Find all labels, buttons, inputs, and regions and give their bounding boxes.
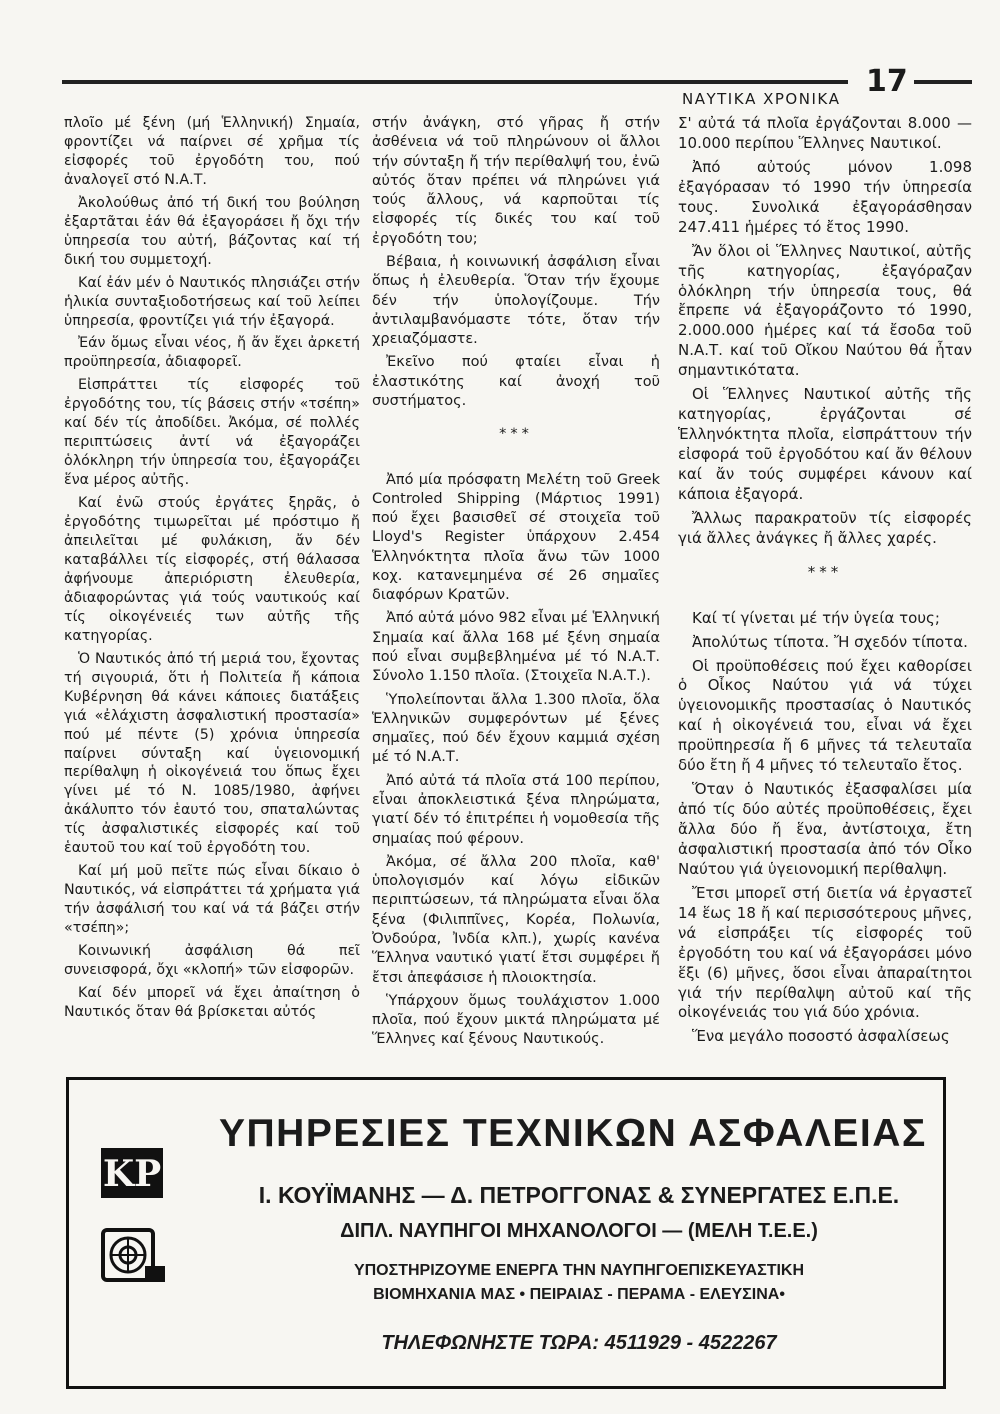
paragraph: Οἱ Ἕλληνες Ναυτικοί αὐτῆς τῆς κατηγορίας, ἐργάζονται σέ Ἑλληνόκτητα πλοῖα, εἰσπράττουν τήν εἰσφορά τοῦ ἐργοδότου καί ἄν θέλουν καί ἄν τούς συμφέρει κάνουν καί κάποια ἐξαγορά. (678, 385, 972, 503)
paragraph: Ἐκεῖνο πού φταίει εἶναι ἡ ἐλαστικότης καί ἀνοχή τοῦ συστήματος. (372, 354, 660, 409)
paragraph: Ἄν ὅλοι οἱ Ἕλληνες Ναυτικοί, αὐτῆς τῆς κατηγορίας, ἐξαγόραζαν ὁλόκληρη τήν ὑπηρεσία τους, θά ἔπρεπε νά ἐξαγοράζοντο τό 1990, 2.000.000 ἡμέρες καί τά ἔσοδα τοῦ Ν.Α.Τ. καί τοῦ Οἴκου Ναύτου θά ἦταν σημαντικότατα. (678, 241, 972, 380)
header-rule-left (62, 80, 848, 84)
paragraph: Καί ἐάν μέν ὁ Ναυτικός πλησιάζει στήν ἡλικία συνταξιοδοτήσεως καί τοῦ λείπει ὑπηρεσία, φροντίζει γιά τήν ἐξαγορά. (64, 274, 360, 329)
paragraph: Ἀκολούθως ἀπό τή δική του βούληση ἐξαρτᾶται ἐάν θά ἐξαγοράσει ἤ ὄχι τήν ὑπηρεσία του αὐτή, βάζοντας καί τή δική του συμμετοχή. (64, 194, 360, 268)
paragraph: Ἀπό μία πρόσφατη Μελέτη τοῦ Greek Controled Shipping (Μάρτιος 1991) πού ἔχει βασισθεῖ σέ στοιχεῖα τοῦ Lloyd's Register ὑπάρχουν 2.454 Ἑλληνόκτητα πλοῖα ἄνω τῶν 1000 κοχ. κατανεμημένα σέ 26 σημαῖες διαφόρων Κρατῶν. (372, 471, 660, 604)
paragraph: Καί μή μοῦ πεῖτε πώς εἶναι δίκαιο ὁ Ναυτικός, νά εἰσπράττει τά χρήματα γιά τήν ἀσφάλισή του καί νά τά βάζει στήν «τσέπη»; (64, 863, 360, 937)
page-number: 17 (866, 64, 908, 99)
paragraph: Ἀκόμα, σέ ἄλλα 200 πλοῖα, καθ' ὑπολογισμόν καί λόγω εἰδικῶν περιπτώσεων, τά πληρώματα εἶναι ὅλα ξένα (Φιλιππῖνες, Κορέα, Πολωνία, Ὀνδούρα, Ἰνδία κλπ.), χωρίς κανένα Ἕλληνα ναυτικό γιατί ἔτσι συμφέρει ἤ ἔτσι ἀπεφάσισε ἡ πλοιοκτησία. (372, 853, 660, 986)
running-title: ΝΑΥΤΙΚΑ ΧΡΟΝΙΚΑ (682, 90, 841, 108)
logo-text: KP (102, 1153, 162, 1195)
header-rule-right (914, 80, 972, 84)
text-column-3 (678, 114, 972, 1051)
paragraph: Ὅταν ὁ Ναυτικός ἐξασφαλίσει μία ἀπό τίς δύο αὐτές προϋποθέσεις, ἔχει ἄλλα δύο ἤ ἕνα, ἀντίστοιχα, ἔτη ἀσφαλιστική προστασία ἀπό τόν Οἶκο Ναύτου γιά ὑγειονομική περίθαλψη. (678, 780, 972, 878)
section-separator: *** (499, 426, 533, 443)
paragraph: Εἰσπράττει τίς εἰσφορές τοῦ ἐργοδότης του, τίς βάσεις στήν «τσέπη» καί δέν τίς ἀποδίδει. Ἀκόμα, σέ πολλές περιπτώσεις ἀντί νά ἐξαγοράζει ὁλόκληρη τήν ὑπηρεσία του, ἐξαγοράζει ἕνα μέρος αὐτῆς. (64, 377, 360, 489)
paragraph: Ὑπολείπονται ἄλλα 1.300 πλοῖα, ὅλα Ἑλληνικῶν συμφερόντων μέ ξένες σημαῖες, πού δέν ἔχουν καμμιά σχέση μέ τό Ν.Α.Τ. (372, 691, 660, 766)
paragraph: Ἀπό αὐτά μόνο 982 εἶναι μέ Ἑλληνική Σημαία καί ἄλλα 168 μέ ξένη σημαία πού εἶναι συμβεβλημένα μέ τό Ν.Α.Τ. Σύνολο 1.150 πλοῖα. (Στοιχεῖα Ν.Α.Τ.). (372, 610, 660, 685)
paragraph: Κοινωνική ἀσφάλιση θά πεῖ συνεισφορά, ὄχι «κλοπή» τῶν εἰσφορῶν. (64, 943, 360, 978)
text-column-1 (64, 114, 360, 1026)
section-separator: *** (807, 562, 843, 581)
paragraph: Καί τί γίνεται μέ τήν ὑγεία τους; (692, 608, 940, 627)
advert-phone: ΤΗΛΕΦΩΝΗΣΤΕ ΤΩΡΑ: 4511929 - 4522267 (381, 1332, 777, 1354)
paragraph: Ὑπάρχουν ὅμως τουλάχιστον 1.000 πλοῖα, πού ἔχουν μικτά πληρώματα μέ Ἕλληνες καί ξένους Ναυτικούς. (372, 992, 660, 1048)
company-logo (97, 1138, 167, 1308)
paragraph: Καί δέν μπορεῖ νά ἔχει ἀπαίτηση ὁ Ναυτικός ὅταν θά βρίσκεται αὐτός (64, 984, 360, 1020)
paragraph: Ἀπό αὐτούς μόνον 1.098 ἐξαγόρασαν τό 1990 τήν ὑπηρεσία τους. Συνολικά ἐξαγοράσθησαν 247.411 ἡμέρες τό ἔτος 1990. (678, 157, 972, 236)
paragraph: Ἔτσι μπορεῖ στή διετία νά ἐργαστεῖ 14 ἕως 18 ἤ καί περισσότερους μῆνες, νά εἰσπράξει τίς εἰσφορές τοῦ ἐργοδότη του καί νά ἐξαγοράσει μόνο ἕξι (6) μῆνες, ὅσοι εἶναι ἀπαραίτητοι γιά τήν περίθαλψη αὐτοῦ καί τῆς οἰκογένειάς του γιά δύο χρόνια. (678, 883, 972, 1022)
advert-title: ΥΠΗΡΕΣΙΕΣ ΤΕΧΝΙΚΩΝ ΑΣΦΑΛΕΙΑΣ (219, 1112, 927, 1155)
paragraph: Ὁ Ναυτικός ἀπό τή μεριά του, ἔχοντας τή σιγουριά, ὅτι ἡ Πολιτεία ἤ κάποια Κυβέρνηση θά κάνει κάποιες διατάξεις γιά «ἐλάχιστη ἀσφαλιστική προστασία» πού μέ πέντε (5) χρόνια ὑπηρεσία παίρνει σύνταξη καί ὑγειονομική περίθαλψη ἡ οἰκογένειά του ὅπως ἔχει γίνει μέ τό Ν. 1085/1980, ἀφήνει ἀκάλυπτο τόν ἑαυτό του, σπαταλώντας τίς ἀσφαλιστικές εἰσφορές καί τοῦ ἑαυτοῦ του καί τοῦ ἐργοδότη του. (64, 650, 360, 857)
paragraph: Σ' αὐτά τά πλοῖα ἐργάζονται 8.000 — 10.000 περίπου Ἕλληνες Ναυτικοί. (678, 114, 972, 152)
advert-profession: ΔΙΠΛ. ΝΑΥΠΗΓΟΙ ΜΗΧΑΝΟΛΟΓΟΙ — (ΜΕΛΗ Τ.Ε.Ε.) (340, 1220, 818, 1242)
paragraph: Ἄλλως παρακρατοῦν τίς εἰσφορές γιά ἄλλες ἀνάγκες ἤ ἄλλες χαρές. (678, 508, 972, 547)
paragraph: πλοῖο μέ ξένη (μή Ἑλληνική) Σημαία, φροντίζει νά παίρνει σέ χρῆμα τίς εἰσφορές τοῦ ἐργοδότη του, πού ἀναλογεῖ στό Ν.Α.Τ. (64, 115, 360, 188)
paragraph: Ἀπολύτως τίποτα. Ἤ σχεδόν τίποτα. (692, 632, 968, 651)
advert-support-line-2: ΒΙΟΜΗΧΑΝΙΑ ΜΑΣ • ΠΕΙΡΑΙΑΣ - ΠΕΡΑΜΑ - ΕΛΕΥΣΙΝΑ• (373, 1286, 785, 1303)
paragraph: Ἀπό αὐτά τά πλοῖα στά 100 περίπου, εἶναι ἀποκλειστικά ξένα πληρώματα, γιατί δέν τό ἐπιτρέπει ἡ νομοθεσία τῆς σημαίας πού φέρουν. (372, 772, 660, 847)
paragraph: Ἐάν ὅμως εἶναι νέος, ἤ ἄν ἔχει ἀρκετή προϋπηρεσία, ἀδιαφορεῖ. (64, 335, 360, 371)
advert-support-line-1: ΥΠΟΣΤΗΡΙΖΟΥΜΕ ΕΝΕΡΓΑ ΤΗΝ ΝΑΥΠΗΓΟΕΠΙΣΚΕΥΑΣΤΙΚΗ (353, 1262, 805, 1279)
text-column-2 (372, 114, 660, 1054)
paragraph: Οἱ προϋποθέσεις πού ἔχει καθορίσει ὁ Οἶκος Ναύτου γιά νά τύχει ὑγειονομικῆς προστασίας ὁ Ναυτικός καί ἡ οἰκογένειά του, εἶναι νά ἔχει προϋπηρεσία ἤ 6 μῆνες τά τελευταῖα δύο ἔτη ἤ 4 μῆνες τό τελευταῖο ἔτος. (678, 656, 972, 775)
advert-partners: Ι. ΚΟΥΪΜΑΝΗΣ — Δ. ΠΕΤΡΟΓΓΟΝΑΣ & ΣΥΝΕΡΓΑΤΕΣ Ε.Π.Ε. (258, 1182, 900, 1208)
paragraph: Ἕνα μεγάλο ποσοστό ἀσφαλίσεως (692, 1027, 950, 1046)
advertisement-box (66, 1077, 946, 1389)
paragraph: στήν ἀνάγκη, στό γῆρας ἤ στήν ἀσθένεια νά τοῦ πληρώνουν οἱ ἄλλοι τήν σύνταξη ἤ τήν περίθαλψή του, ἐνῶ αὐτός ὅταν πρέπει νά πληρώνει γιά τούς ἄλλους, νά καρποῦται τίς εἰσφορές τίς δικές του καί τοῦ ἐργοδότη του; (372, 115, 660, 247)
paragraph: Καί ἐνῶ στούς ἐργάτες ξηρᾶς, ὁ ἐργοδότης τιμωρεῖται μέ πρόστιμο ἤ ἀπειλεῖται μέ φυλάκιση, ἄν δέν καταβάλλει τίς εἰσφορές, στή θάλασσα ἀφήνουμε ἀπεριόριστη ἐλευθερία, ἀδιαφορώντας γιά τούς ναυτικούς καί τίς οἰκογένειές των αὐτῆς τῆς κατηγορίας. (64, 495, 360, 644)
paragraph: Βέβαια, ἡ κοινωνική ἀσφάλιση εἶναι ὅπως ἡ ἐλευθερία. Ὅταν τήν ἔχουμε δέν τήν ὑπολογίζουμε. Τήν ἀντιλαμβανόμαστε τότε, ὅταν τήν χρειαζόμαστε. (372, 253, 660, 348)
